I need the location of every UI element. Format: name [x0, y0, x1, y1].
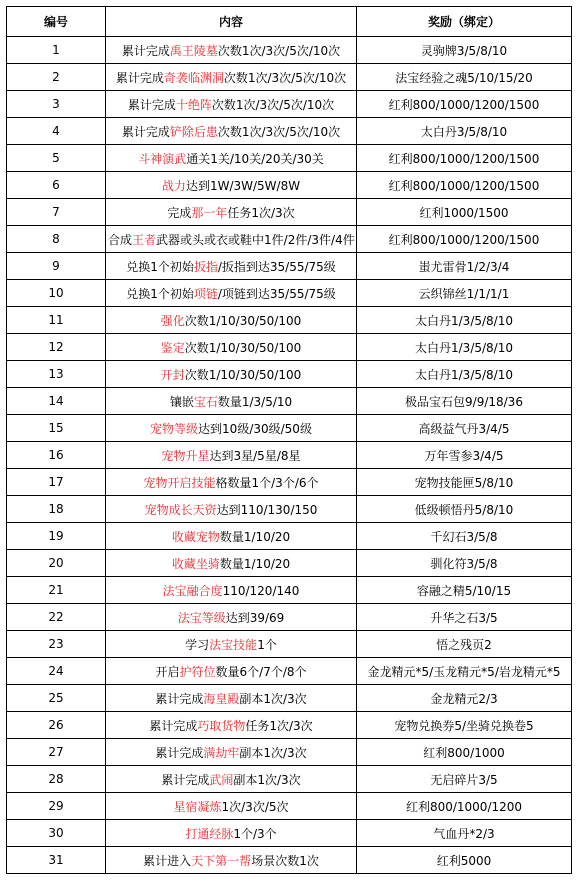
row-reward: 无启碎片3/5: [357, 766, 572, 793]
table-row: [7, 172, 572, 199]
row-content: [106, 334, 357, 361]
content-suffix: 次数1次/3次/5次/10次: [217, 124, 341, 139]
row-content: [106, 442, 357, 469]
content-suffix: 武器或头或衣或鞋中1件/2件/3件/4件: [156, 232, 355, 247]
content-highlight: 法宝等级: [177, 610, 226, 625]
row-content: [106, 361, 357, 388]
row-id: 2: [7, 64, 106, 91]
row-reward: 红利800/1000/1200/1500: [357, 91, 572, 118]
content-suffix: 达到10级/30级/50级: [198, 421, 312, 436]
content-highlight: 海皇殿: [203, 691, 240, 706]
row-content: [106, 469, 357, 496]
row-reward: 宠物兑换券5/坐骑兑换卷5: [357, 712, 572, 739]
content-highlight: 星宿凝炼: [173, 799, 222, 814]
content-prefix: 兑换1个初始: [126, 259, 194, 274]
table-row: [7, 523, 572, 550]
row-reward: 云织锦丝1/1/1/1: [357, 280, 572, 307]
content-prefix: 累计完成: [155, 691, 204, 706]
content-suffix: 副本1次/3次: [233, 772, 301, 787]
content-highlight: 宠物升星: [161, 448, 210, 463]
content-highlight: 十绝阵: [175, 97, 212, 112]
content-highlight: 开封: [160, 367, 185, 382]
row-id: 13: [7, 361, 106, 388]
content-highlight: 护符位: [179, 664, 216, 679]
content-suffix: 数量1/10/20: [219, 556, 291, 571]
table-row: [7, 118, 572, 145]
row-id: 28: [7, 766, 106, 793]
content-highlight: 宝石: [193, 394, 218, 409]
row-reward: 万年雪参3/4/5: [357, 442, 572, 469]
table-row: [7, 253, 572, 280]
content-suffix: 副本1次/3次: [239, 691, 307, 706]
content-suffix: 场景次数1次: [251, 853, 319, 868]
row-reward: 红利800/1000: [357, 739, 572, 766]
row-reward: 金龙精元*5/玉龙精元*5/岩龙精元*5: [357, 658, 572, 685]
content-prefix: 累计完成: [149, 718, 198, 733]
row-reward: 高级益气丹3/4/5: [357, 415, 572, 442]
content-suffix: 1个/3个: [233, 826, 277, 841]
row-id: 22: [7, 604, 106, 631]
content-suffix: /扳指到达35/55/75级: [217, 259, 336, 274]
table-row: [7, 739, 572, 766]
table-row: [7, 847, 572, 874]
row-reward: 太白丹1/3/5/8/10: [357, 307, 572, 334]
row-id: 27: [7, 739, 106, 766]
table-row: [7, 280, 572, 307]
content-suffix: 达到110/130/150: [216, 502, 318, 517]
table-row: [7, 631, 572, 658]
row-id: 30: [7, 820, 106, 847]
row-id: 7: [7, 199, 106, 226]
table-row: [7, 550, 572, 577]
row-content: [106, 388, 357, 415]
row-content: [106, 793, 357, 820]
row-id: 3: [7, 91, 106, 118]
content-highlight: 项链: [193, 286, 218, 301]
achievement-table: [6, 6, 572, 874]
content-suffix: 1个: [257, 637, 277, 652]
content-suffix: 次数1/10/30/50/100: [184, 313, 302, 328]
content-suffix: 次数1/10/30/50/100: [184, 340, 302, 355]
row-content: [106, 253, 357, 280]
row-reward: 灵驹牌3/5/8/10: [357, 37, 572, 64]
row-reward: 太白丹1/3/5/8/10: [357, 334, 572, 361]
row-id: 16: [7, 442, 106, 469]
row-id: 24: [7, 658, 106, 685]
row-reward: 太白丹3/5/8/10: [357, 118, 572, 145]
table-row: [7, 793, 572, 820]
content-highlight: 斗神演武: [138, 151, 187, 166]
content-highlight: 打通经脉: [185, 826, 234, 841]
row-reward: 气血丹*2/3: [357, 820, 572, 847]
table-row: [7, 469, 572, 496]
content-suffix: 数量1/3/5/10: [217, 394, 293, 409]
row-content: [106, 280, 357, 307]
row-reward: 容融之精5/10/15: [357, 577, 572, 604]
row-reward: 红利1000/1500: [357, 199, 572, 226]
row-id: 8: [7, 226, 106, 253]
row-reward: 红利800/1000/1200: [357, 793, 572, 820]
row-reward: 极品宝石包9/9/18/36: [357, 388, 572, 415]
row-id: 4: [7, 118, 106, 145]
content-highlight: 那一年: [191, 205, 228, 220]
row-content: [106, 496, 357, 523]
content-prefix: 累计完成: [161, 772, 210, 787]
content-highlight: 鉴定: [160, 340, 185, 355]
table-row: [7, 658, 572, 685]
content-prefix: 累计完成: [121, 43, 170, 58]
table-row: [7, 145, 572, 172]
table-row: [7, 64, 572, 91]
table-row: [7, 685, 572, 712]
row-content: [106, 766, 357, 793]
row-reward: 红利800/1000/1200/1500: [357, 226, 572, 253]
table-row: [7, 199, 572, 226]
header-reward: 奖励（绑定）: [357, 7, 572, 37]
table-row: [7, 388, 572, 415]
content-suffix: 达到39/69: [225, 610, 285, 625]
content-prefix: 完成: [167, 205, 192, 220]
row-reward: 驯化符3/5/8: [357, 550, 572, 577]
content-prefix: 镶嵌: [169, 394, 194, 409]
row-id: 5: [7, 145, 106, 172]
row-id: 31: [7, 847, 106, 874]
row-content: [106, 658, 357, 685]
row-id: 11: [7, 307, 106, 334]
row-content: [106, 604, 357, 631]
content-prefix: 累计进入: [143, 853, 192, 868]
content-suffix: 任务1次/3次: [245, 718, 313, 733]
content-prefix: 累计完成: [127, 97, 176, 112]
content-highlight: 武闹: [209, 772, 234, 787]
content-suffix: 次数1/10/30/50/100: [184, 367, 302, 382]
row-id: 25: [7, 685, 106, 712]
content-highlight: 法宝融合度: [162, 583, 223, 598]
content-highlight: 满劫牢: [203, 745, 240, 760]
row-reward: 金龙精元2/3: [357, 685, 572, 712]
content-prefix: 合成: [108, 232, 133, 247]
content-highlight: 收藏宠物: [171, 529, 220, 544]
content-prefix: 累计完成: [115, 70, 164, 85]
table-row: [7, 712, 572, 739]
row-content: [106, 685, 357, 712]
content-highlight: 宠物开启技能: [143, 475, 216, 490]
row-content: [106, 631, 357, 658]
content-prefix: 学习: [185, 637, 210, 652]
row-content: [106, 145, 357, 172]
content-highlight: 天下第一帮: [191, 853, 252, 868]
row-reward: 红利800/1000/1200/1500: [357, 145, 572, 172]
row-id: 6: [7, 172, 106, 199]
content-highlight: 收藏坐骑: [171, 556, 220, 571]
table-row: [7, 496, 572, 523]
row-reward: 升华之石3/5: [357, 604, 572, 631]
table-row: [7, 415, 572, 442]
content-highlight: 强化: [160, 313, 185, 328]
content-prefix: 累计完成: [121, 124, 170, 139]
row-reward: 低级顿悟丹5/8/10: [357, 496, 572, 523]
row-content: [106, 847, 357, 874]
row-reward: 太白丹1/3/5/8/10: [357, 361, 572, 388]
row-content: [106, 523, 357, 550]
row-content: [106, 820, 357, 847]
row-reward: 悟之残页2: [357, 631, 572, 658]
content-suffix: 数量1/10/20: [219, 529, 291, 544]
content-suffix: 通关1关/10关/20关/30关: [186, 151, 324, 166]
row-id: 12: [7, 334, 106, 361]
row-content: [106, 91, 357, 118]
content-suffix: 达到1W/3W/5W/8W: [185, 178, 301, 193]
header-content: 内容: [106, 7, 357, 37]
row-reward: 红利800/1000/1200/1500: [357, 172, 572, 199]
content-suffix: 次数1次/3次/5次/10次: [223, 70, 347, 85]
row-id: 20: [7, 550, 106, 577]
table-row: [7, 766, 572, 793]
row-id: 23: [7, 631, 106, 658]
table-row: [7, 604, 572, 631]
row-id: 9: [7, 253, 106, 280]
row-content: [106, 64, 357, 91]
row-content: [106, 226, 357, 253]
table-row: [7, 226, 572, 253]
row-id: 21: [7, 577, 106, 604]
row-reward: 千幻石3/5/8: [357, 523, 572, 550]
content-highlight: 王者: [132, 232, 157, 247]
row-content: [106, 739, 357, 766]
row-id: 26: [7, 712, 106, 739]
row-content: [106, 118, 357, 145]
content-prefix: 兑换1个初始: [126, 286, 194, 301]
content-suffix: /项链到达35/55/75级: [217, 286, 336, 301]
content-highlight: 宠物等级: [150, 421, 199, 436]
content-highlight: 铲除后患: [169, 124, 218, 139]
content-prefix: 开启: [155, 664, 180, 679]
content-suffix: 格数量1个/3个/6个: [215, 475, 319, 490]
row-reward: 红利5000: [357, 847, 572, 874]
content-suffix: 1次/3次/5次: [221, 799, 289, 814]
row-id: 14: [7, 388, 106, 415]
row-id: 15: [7, 415, 106, 442]
row-reward: 宠物技能匣5/8/10: [357, 469, 572, 496]
content-highlight: 法宝技能: [209, 637, 258, 652]
content-highlight: 扳指: [193, 259, 218, 274]
row-id: 19: [7, 523, 106, 550]
table-row: [7, 307, 572, 334]
content-highlight: 巧取货物: [197, 718, 246, 733]
row-reward: 法宝经验之魂5/10/15/20: [357, 64, 572, 91]
table-row: [7, 577, 572, 604]
content-suffix: 任务1次/3次: [227, 205, 295, 220]
row-content: [106, 199, 357, 226]
row-id: 17: [7, 469, 106, 496]
content-suffix: 副本1次/3次: [239, 745, 307, 760]
content-suffix: 110/120/140: [222, 583, 300, 598]
row-id: 18: [7, 496, 106, 523]
content-suffix: 数量6个/7个/8个: [215, 664, 307, 679]
content-suffix: 达到3星/5星/8星: [209, 448, 301, 463]
content-highlight: 禹王陵墓: [169, 43, 218, 58]
table-row: [7, 334, 572, 361]
row-content: [106, 712, 357, 739]
content-highlight: 战力: [161, 178, 186, 193]
table-header-row: [7, 7, 572, 37]
content-prefix: 累计完成: [155, 745, 204, 760]
row-content: [106, 307, 357, 334]
header-id: 编号: [7, 7, 106, 37]
row-content: [106, 37, 357, 64]
table-row: [7, 91, 572, 118]
table-row: [7, 820, 572, 847]
content-suffix: 次数1次/3次/5次/10次: [211, 97, 335, 112]
row-id: 1: [7, 37, 106, 64]
content-highlight: 奇袭临渊洞: [163, 70, 224, 85]
table-row: [7, 442, 572, 469]
table-row: [7, 37, 572, 64]
table-row: [7, 361, 572, 388]
row-id: 29: [7, 793, 106, 820]
row-content: [106, 550, 357, 577]
row-content: [106, 172, 357, 199]
content-highlight: 宠物成长天资: [144, 502, 217, 517]
row-id: 10: [7, 280, 106, 307]
row-reward: 蚩尤雷骨1/2/3/4: [357, 253, 572, 280]
content-suffix: 次数1次/3次/5次/10次: [217, 43, 341, 58]
row-content: [106, 577, 357, 604]
row-content: [106, 415, 357, 442]
